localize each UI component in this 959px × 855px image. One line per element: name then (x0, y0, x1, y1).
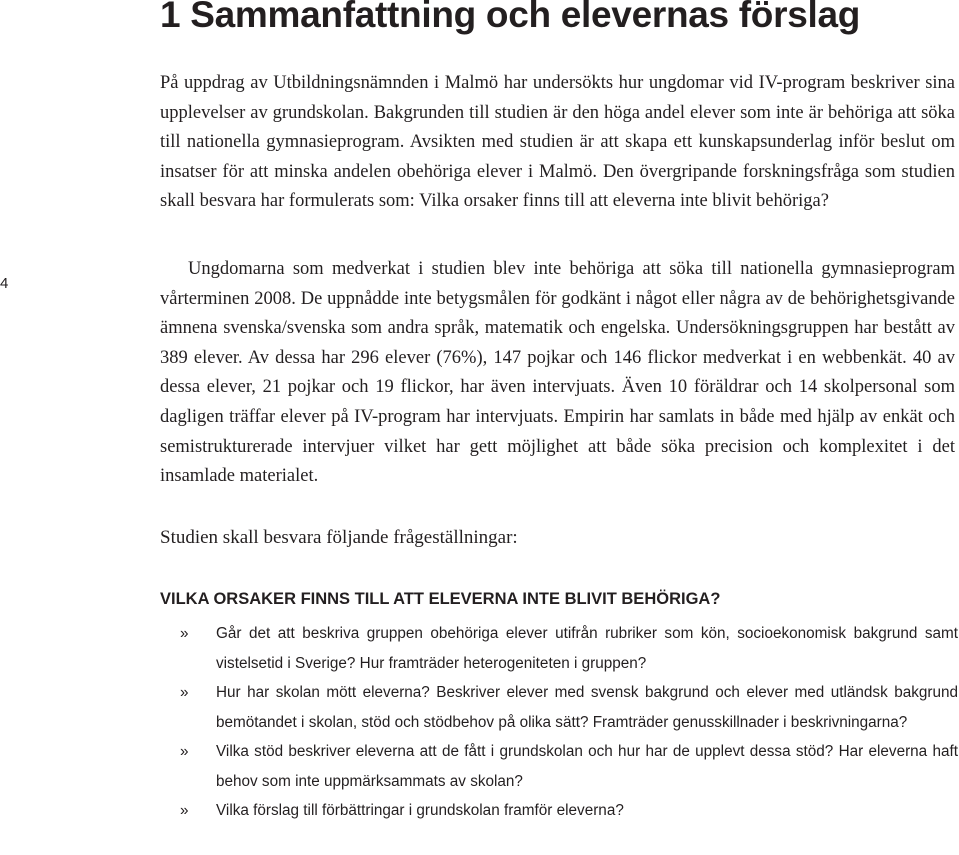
list-item-text: Går det att beskriva gruppen obehöriga elever utifrån rubriker som kön, socioekonomisk bakgrund samt vistelsetid i Sverige? Hur framträder heterogeniteten i gruppen? (216, 625, 958, 672)
paragraph-text: Ungdomarna som medverkat i studien blev inte behöriga att söka till nationella gymnasieprogram vårterminen 2008. De uppnådde inte betygsmålen för godkänt i något eller några av de behörighetsgivande ämnena svenska/svenska som andra språk, matematik och engelska. Undersökningsgruppen har bestått av 389 elever. Av dessa har 296 elever (76%), 147 pojkar och 146 flickor medverkat i en webbenkät. 40 av dessa elever, 21 pojkar och 19 flickor, har även intervjuats. Även 10 föräldrar och 14 skolpersonal som dagligen träffar elever på IV-program har intervjuats. Empirin har samlats in både med hjälp av enkät och semistrukturerade intervjuer vilket har gett möjlighet att både söka precision och komplexitet i det insamlade materialet. (160, 259, 955, 487)
list-item (160, 678, 958, 737)
summary-paragraph-2 (160, 255, 955, 492)
questions-intro: Studien skall besvara följande frågeställningar: (160, 527, 518, 548)
bullet-marker-icon: » (180, 743, 189, 760)
paragraph-text: På uppdrag av Utbildningsnämnden i Malmö har undersökts hur ungdomar vid IV-program beskriver sina upplevelser av grundskolan. Bakgrunden till studien är den höga andel elever som inte är behöriga att söka till nationella gymnasieprogram. Avsikten med studien är att skapa ett kunskapsunderlag inför beslut om insatser för att minska andelen obehöriga elever i Malmö. Den övergripande forskningsfråga som studien skall besvara har formulerats som: Vilka orsaker finns till att eleverna inte blivit behöriga? (160, 73, 955, 212)
list-item-text: Hur har skolan mött eleverna? Beskriver elever med svensk bakgrund och elever med utländsk bakgrund bemötandet i skolan, stöd och stödbehov på olika sätt? Framträder genusskillnader i beskrivningarna? (216, 684, 958, 731)
list-item-text: Vilka förslag till förbättringar i grundskolan framför eleverna? (216, 802, 624, 819)
page-number: 4 (0, 275, 9, 292)
list-item (160, 737, 958, 796)
list-item-text: Vilka stöd beskriver eleverna att de fått i grundskolan och hur har de upplevt dessa stöd? Har eleverna haft behov som inte uppmärksammats av skolan? (216, 743, 958, 790)
bullet-marker-icon: » (180, 802, 189, 819)
bullet-marker-icon: » (180, 625, 189, 642)
bullet-marker-icon: » (180, 684, 189, 701)
list-item (160, 619, 958, 678)
section-heading: VILKA ORSAKER FINNS TILL ATT ELEVERNA INTE BLIVIT BEHÖRIGA? (160, 590, 721, 608)
question-list (160, 619, 958, 826)
page-title: 1 Sammanfattning och elevernas förslag (160, 0, 861, 35)
summary-paragraph-1 (160, 69, 955, 217)
list-item (160, 796, 958, 826)
